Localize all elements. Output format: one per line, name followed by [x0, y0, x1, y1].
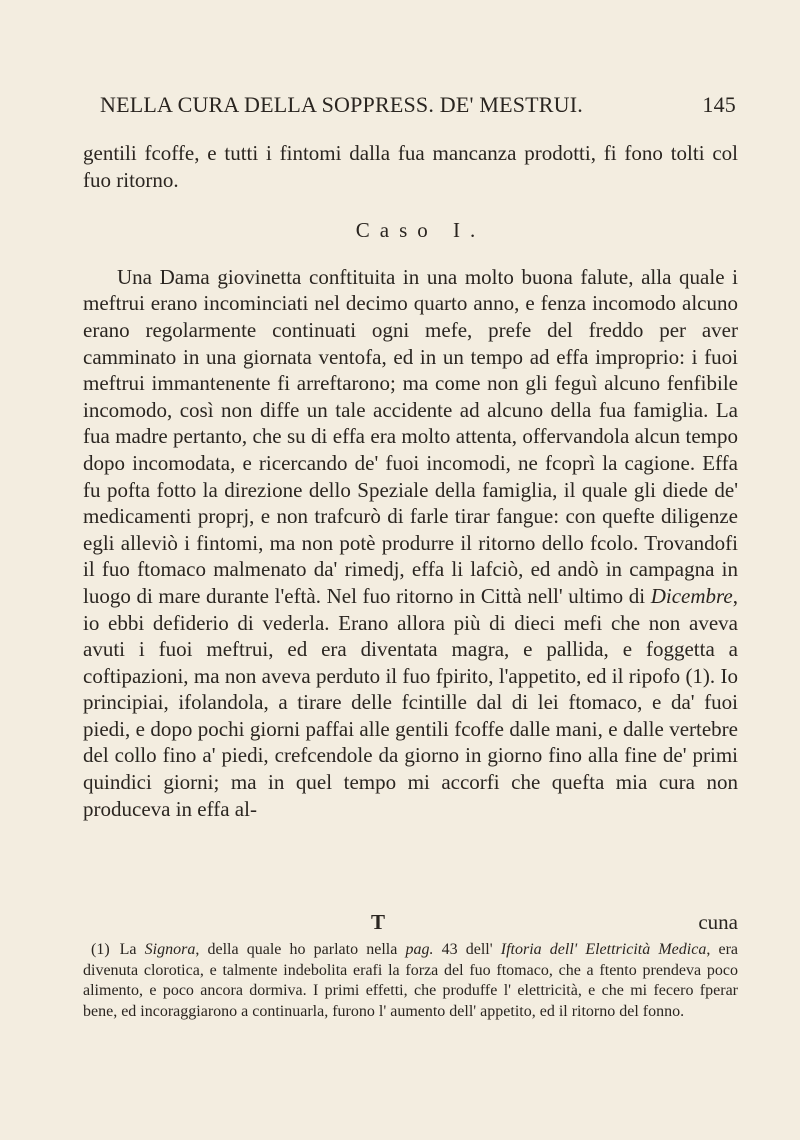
signature-mark: T: [371, 910, 386, 934]
footnote: [83, 940, 738, 1022]
case-paragraph-text-1: Una Dama giovinetta conftituita in una molto buona falute, alla quale i meftrui erano incominciati nel decimo quarto anno, e fenza incomodo alcuno erano regolarmente continuati ogni mefe, prefe del freddo per aver camminato in una giornata ventofa, ed in un tempo ad effa improprio: i fuoi meftrui immantenente fi arreftarono; ma come non gli feguì alcuno fenfibile incomodo, così non diffe un tale accidente ad alcuno della fua famiglia. La fua madre pertanto, che su di effa era molto attenta, offervandola alcun tempo dopo incomodata, e ricercando de' fuoi incomodi, ne fcoprì la cagione. Effa fu pofta fotto la direzione dello Speziale della famiglia, il quale gli diede de' medicamenti proprj, e non trafcurò di farle tirar fangue: con quefte diligenze egli alleviò i fintomi, ma non potè produrre il ritorno dello fcolo. Trovandofi il fuo ftomaco malmenato da' rimedj, effa li lafciò, ed andò in campagna in luogo di mare durante l'eftà. Nel fuo ritorno in Città nell' ultimo di: [83, 264, 738, 608]
running-title: NELLA CURA DELLA SOPPRESS. DE' MESTRUI.: [100, 92, 583, 117]
continuation-paragraph: gentili fcoffe, e tutti i fintomi dalla fua mancanza prodotti, fi fono tolti col fuo ritorno.: [83, 141, 738, 192]
footnote-paragraph: [83, 940, 738, 1022]
footnote-text-4: , era divenuta clorotica, e talmente indebolita erafi la forza del fuo ftomaco, che a ftento prendeva poco alimento, e poco ancora dormiva. I primi effetti, che produffe l' elettricità, e che mi fecero fperar bene, ed incoraggiarono a continuarla, furono l' aumento dell' appetito, ed il ritorno del fonno.: [83, 941, 738, 1020]
signature-line: [83, 910, 738, 936]
case-heading: Caso I.: [355, 218, 486, 243]
case-paragraph-italic: Dicembre: [650, 583, 733, 608]
footnote-text-3: 43 dell': [433, 941, 501, 958]
footnote-italic-2: pag.: [405, 941, 434, 958]
page-number: 145: [702, 92, 736, 117]
footnote-italic-3: Iftoria dell' Elettricità Medica: [500, 941, 707, 958]
catchword: cuna: [698, 910, 738, 934]
case-paragraph: [83, 264, 738, 822]
footnote-mark: (1): [91, 941, 110, 958]
footnote-italic-1: Signora: [144, 941, 196, 958]
footnote-text-2: , della quale ho parlato nella: [195, 941, 406, 958]
case-paragraph-text-2: , io ebbi defiderio di vederla. Erano allora più di dieci mefi che non aveva avuti i fuoi meftrui, ed era diventata magra, e pallida, e foggetta a coftipazioni, ma non aveva perduto il fuo fpirito, l'appetito, ed il ripofo (1). Io principiai, ifolandola, a tirare delle fcintille dal di lei ftomaco, e da' fuoi piedi, e dopo pochi giorni paffai alle gentili fcoffe dalle mani, e dalle vertebre del collo fino a' piedi, crefcendole da giorno in giorno fino alla fine de' primi quindici giorni; ma in quel tempo mi accorfi che quefta mia cura non produceva in effa al-: [83, 583, 738, 821]
main-text: [83, 140, 738, 822]
footnote-text-1: La: [119, 941, 145, 958]
